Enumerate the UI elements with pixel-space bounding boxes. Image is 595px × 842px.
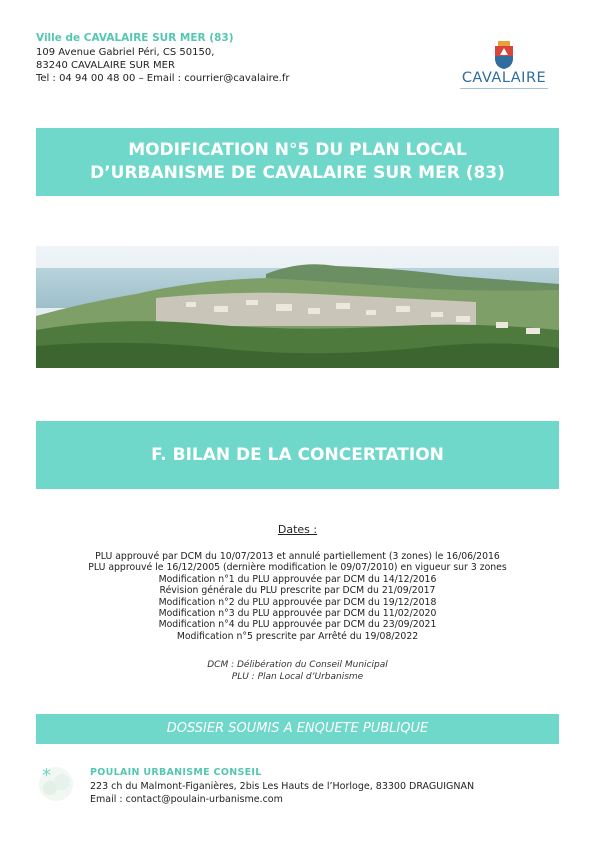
firm-address: 223 ch du Malmont-Figanières, 2bis Les Hauts de l’Horloge, 83300 DRAGUIGNAN bbox=[90, 781, 475, 792]
date-item: Modification n°2 du PLU approuvée par DCM du 19/12/2018 bbox=[158, 596, 437, 608]
coastal-photo bbox=[36, 246, 559, 368]
city-name: Ville de CAVALAIRE SUR MER (83) bbox=[36, 32, 234, 44]
dossier-band bbox=[36, 714, 559, 744]
dossier-label: DOSSIER SOUMIS A ENQUETE PUBLIQUE bbox=[166, 721, 429, 736]
cavalaire-logo bbox=[458, 40, 550, 104]
firm-email: Email : contact@poulain-urbanisme.com bbox=[90, 794, 283, 805]
legend-dcm: DCM : Délibération du Conseil Municipal bbox=[207, 660, 388, 670]
svg-text:*: * bbox=[42, 765, 51, 786]
legend-plu: PLU : Plan Local d’Urbanisme bbox=[231, 672, 364, 682]
date-item: Modification n°4 du PLU approuvée par DCM du 23/09/2021 bbox=[158, 619, 437, 631]
section-title: F. BILAN DE LA CONCERTATION bbox=[151, 445, 444, 465]
address-line-1: 109 Avenue Gabriel Péri, CS 50150, bbox=[36, 47, 215, 58]
coat-of-arms-icon bbox=[493, 40, 515, 70]
firm-name: POULAIN URBANISME CONSEIL bbox=[90, 767, 262, 778]
section-title-band bbox=[36, 421, 559, 489]
address-line-2: 83240 CAVALAIRE SUR MER bbox=[36, 60, 175, 71]
firm-logo-icon bbox=[36, 764, 76, 804]
title-line-1: MODIFICATION N°5 DU PLAN LOCAL bbox=[128, 140, 467, 160]
contact-line: Tel : 04 94 00 48 00 – Email : courrier@cavalaire.fr bbox=[36, 73, 290, 84]
date-item: Modification n°5 prescrite par Arrêté du 19/08/2022 bbox=[176, 630, 419, 642]
logo-rule bbox=[460, 88, 548, 89]
title-line-2: D’URBANISME DE CAVALAIRE SUR MER (83) bbox=[90, 163, 505, 183]
date-item: PLU approuvé par DCM du 10/07/2013 et annulé partiellement (3 zones) le 16/06/2016 bbox=[95, 551, 500, 562]
dates-list bbox=[0, 551, 595, 642]
date-item: PLU approuvé le 16/12/2005 (dernière modification le 09/07/2010) en vigueur sur 3 zones bbox=[88, 562, 507, 574]
date-item: Modification n°1 du PLU approuvée par DCM du 14/12/2016 bbox=[158, 573, 437, 585]
dates-heading: Dates : bbox=[277, 523, 318, 536]
date-item: Modification n°3 du PLU approuvée par DCM du 11/02/2020 bbox=[158, 608, 437, 620]
date-item: Révision générale du PLU prescrite par DCM du 21/09/2017 bbox=[159, 585, 436, 597]
document-title-band bbox=[36, 128, 559, 196]
logo-word: CAVALAIRE bbox=[461, 70, 547, 86]
abbreviation-legend bbox=[0, 659, 595, 683]
